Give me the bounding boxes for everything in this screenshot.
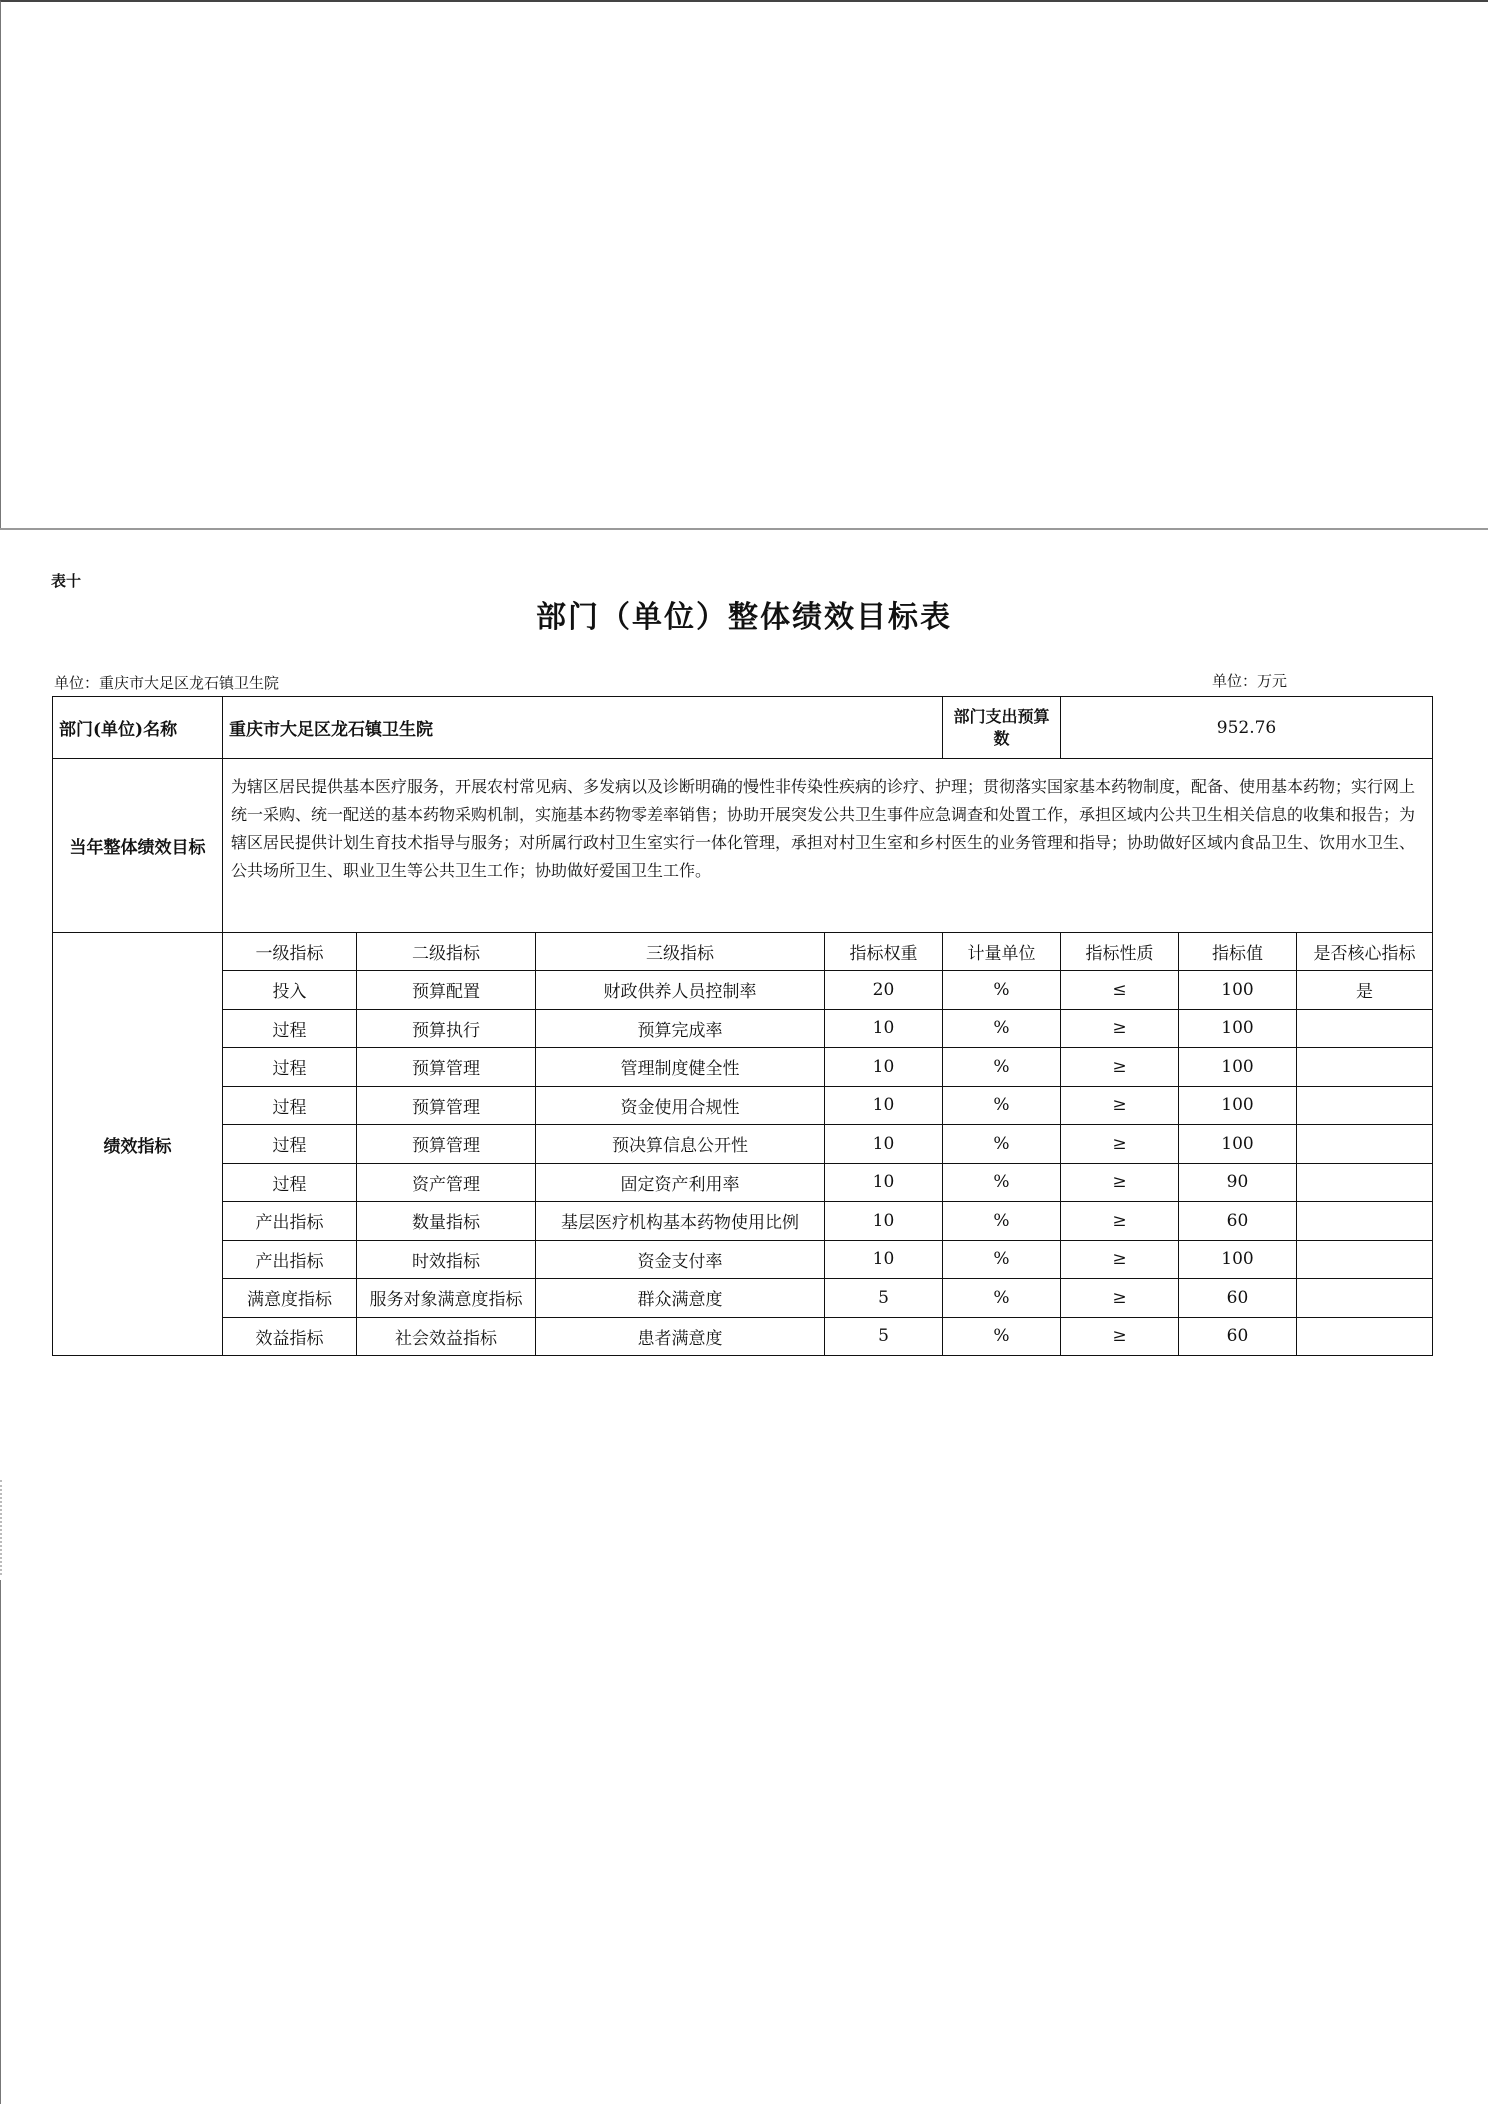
core-indicator-flag (1297, 1009, 1433, 1048)
measure-unit: % (943, 1317, 1061, 1356)
indicator-value: 60 (1179, 1202, 1297, 1241)
indicator-nature: ≥ (1061, 1048, 1179, 1087)
level1-indicator: 满意度指标 (223, 1279, 357, 1318)
level3-indicator: 基层医疗机构基本药物使用比例 (536, 1202, 825, 1241)
level2-indicator: 社会效益指标 (357, 1317, 536, 1356)
indicator-weight: 10 (825, 1240, 943, 1279)
indicator-nature: ≤ (1061, 971, 1179, 1010)
measure-unit: % (943, 1009, 1061, 1048)
indicator-nature: ≥ (1061, 1240, 1179, 1279)
currency-unit: 单位：万元 (1212, 672, 1288, 690)
core-indicator-flag (1297, 1163, 1433, 1202)
column-header: 计量单位 (943, 933, 1061, 971)
indicator-nature: ≥ (1061, 1009, 1179, 1048)
indicator-value: 100 (1179, 971, 1297, 1010)
indicator-weight: 5 (825, 1279, 943, 1318)
column-header: 一级指标 (223, 933, 357, 971)
indicator-weight: 10 (825, 1009, 943, 1048)
indicator-row (53, 1317, 1433, 1356)
level3-indicator: 财政供养人员控制率 (536, 971, 825, 1010)
indicator-row (53, 1009, 1433, 1048)
department-name-label: 部门(单位)名称 (53, 697, 223, 759)
indicator-value: 100 (1179, 1009, 1297, 1048)
indicators-label: 绩效指标 (53, 933, 223, 1356)
indicator-value: 100 (1179, 1240, 1297, 1279)
level1-indicator: 产出指标 (223, 1202, 357, 1241)
level2-indicator: 服务对象满意度指标 (357, 1279, 536, 1318)
budget-label: 部门支出预算数 (943, 697, 1061, 759)
indicator-nature: ≥ (1061, 1317, 1179, 1356)
measure-unit: % (943, 1048, 1061, 1087)
level2-indicator: 预算执行 (357, 1009, 536, 1048)
level2-indicator: 预算配置 (357, 971, 536, 1010)
level1-indicator: 过程 (223, 1048, 357, 1087)
level3-indicator: 预决算信息公开性 (536, 1125, 825, 1164)
core-indicator-flag (1297, 1317, 1433, 1356)
level2-indicator: 预算管理 (357, 1125, 536, 1164)
indicator-value: 60 (1179, 1279, 1297, 1318)
level1-indicator: 过程 (223, 1009, 357, 1048)
column-header: 指标权重 (825, 933, 943, 971)
indicator-value: 60 (1179, 1317, 1297, 1356)
core-indicator-flag (1297, 1048, 1433, 1087)
level3-indicator: 群众满意度 (536, 1279, 825, 1318)
column-header: 是否核心指标 (1297, 933, 1433, 971)
level1-indicator: 过程 (223, 1086, 357, 1125)
core-indicator-flag: 是 (1297, 971, 1433, 1010)
column-header: 二级指标 (357, 933, 536, 971)
goal-row (53, 759, 1433, 933)
header-row (53, 697, 1433, 759)
level2-indicator: 数量指标 (357, 1202, 536, 1241)
indicator-nature: ≥ (1061, 1163, 1179, 1202)
indicator-nature: ≥ (1061, 1279, 1179, 1318)
indicator-row (53, 1163, 1433, 1202)
indicator-row (53, 1125, 1433, 1164)
level2-indicator: 预算管理 (357, 1086, 536, 1125)
level2-indicator: 预算管理 (357, 1048, 536, 1087)
measure-unit: % (943, 1086, 1061, 1125)
indicator-weight: 20 (825, 971, 943, 1010)
level3-indicator: 预算完成率 (536, 1009, 825, 1048)
indicator-row (53, 1202, 1433, 1241)
measure-unit: % (943, 1163, 1061, 1202)
indicator-nature: ≥ (1061, 1202, 1179, 1241)
indicator-weight: 10 (825, 1048, 943, 1087)
column-header: 指标性质 (1061, 933, 1179, 971)
page-title: 部门（单位）整体绩效目标表 (536, 600, 952, 635)
level1-indicator: 效益指标 (223, 1317, 357, 1356)
organization-unit: 单位：重庆市大足区龙石镇卫生院 (54, 674, 280, 692)
level3-indicator: 管理制度健全性 (536, 1048, 825, 1087)
annual-goal-label: 当年整体绩效目标 (53, 759, 223, 933)
form-number: 表十 (51, 572, 82, 590)
indicator-row (53, 1048, 1433, 1087)
indicator-value: 90 (1179, 1163, 1297, 1202)
indicator-weight: 10 (825, 1163, 943, 1202)
measure-unit: % (943, 1125, 1061, 1164)
level3-indicator: 患者满意度 (536, 1317, 825, 1356)
core-indicator-flag (1297, 1086, 1433, 1125)
indicator-value: 100 (1179, 1125, 1297, 1164)
measure-unit: % (943, 1240, 1061, 1279)
core-indicator-flag (1297, 1202, 1433, 1241)
core-indicator-flag (1297, 1240, 1433, 1279)
measure-unit: % (943, 1202, 1061, 1241)
core-indicator-flag (1297, 1279, 1433, 1318)
indicator-row (53, 1086, 1433, 1125)
column-header: 指标值 (1179, 933, 1297, 971)
indicator-row (53, 971, 1433, 1010)
budget-value: 952.76 (1061, 697, 1433, 759)
indicator-weight: 10 (825, 1125, 943, 1164)
level2-indicator: 时效指标 (357, 1240, 536, 1279)
indicator-weight: 5 (825, 1317, 943, 1356)
indicator-value: 100 (1179, 1086, 1297, 1125)
level3-indicator: 资金使用合规性 (536, 1086, 825, 1125)
indicator-row (53, 1279, 1433, 1318)
indicator-nature: ≥ (1061, 1125, 1179, 1164)
measure-unit: % (943, 971, 1061, 1010)
core-indicator-flag (1297, 1125, 1433, 1164)
level1-indicator: 产出指标 (223, 1240, 357, 1279)
level2-indicator: 资产管理 (357, 1163, 536, 1202)
indicator-row (53, 1240, 1433, 1279)
column-header: 三级指标 (536, 933, 825, 971)
performance-goal-table (52, 696, 1433, 1356)
level3-indicator: 固定资产利用率 (536, 1163, 825, 1202)
indicator-body (53, 933, 1433, 1356)
measure-unit: % (943, 1279, 1061, 1318)
level1-indicator: 过程 (223, 1163, 357, 1202)
indicator-nature: ≥ (1061, 1086, 1179, 1125)
indicator-column-header-row (53, 933, 1433, 971)
indicator-weight: 10 (825, 1086, 943, 1125)
level1-indicator: 投入 (223, 971, 357, 1010)
indicator-value: 100 (1179, 1048, 1297, 1087)
level1-indicator: 过程 (223, 1125, 357, 1164)
level3-indicator: 资金支付率 (536, 1240, 825, 1279)
annual-goal-text: 为辖区居民提供基本医疗服务，开展农村常见病、多发病以及诊断明确的慢性非传染性疾病的诊疗、护理；贯彻落实国家基本药物制度，配备、使用基本药物；实行网上统一采购、统一配送的基本药物采购机制，实施基本药物零差率销售；协助开展突发公共卫生事件应急调查和处置工作，承担区域内公共卫生相关信息的收集和报告；为辖区居民提供计划生育技术指导与服务；对所属行政村卫生室实行一体化管理，承担对村卫生室和乡村医生的业务管理和指导；协助做好区域内食品卫生、饮用水卫生、公共场所卫生、职业卫生等公共卫生工作；协助做好爱国卫生工作。 (223, 759, 1433, 933)
department-name-value: 重庆市大足区龙石镇卫生院 (223, 697, 943, 759)
indicator-weight: 10 (825, 1202, 943, 1241)
scan-edge-mark (0, 1480, 8, 1575)
